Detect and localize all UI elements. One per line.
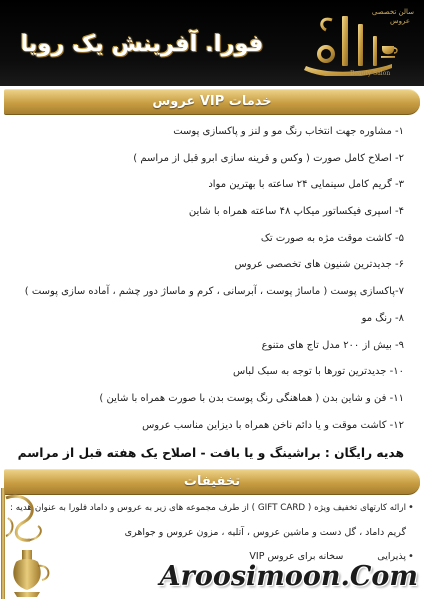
service-item: ۱۰- جدیدترین تورها با توجه به سبک لباس bbox=[233, 366, 404, 378]
services-list bbox=[12, 119, 404, 439]
discount-text: گریم داماد ، گل دست و ماشین عروس ، آتلیه ، مزون عروس و جواهری bbox=[124, 527, 406, 538]
service-item: ۵- کاشت موقت مژه به صورت تک bbox=[260, 232, 404, 244]
service-item: ۹- بیش از ۲۰۰ مدل تاج های متنوع bbox=[261, 339, 404, 351]
discount-text: ارائه کارتهای تخفیف ویژه ( GIFT CARD ) از طرف مجموعه های زیر به عروس و داماد فلورا به عنوان هدیه : bbox=[9, 503, 406, 513]
header-tagline: فورا. آفرینش یک رویا bbox=[20, 31, 264, 57]
logo-subtitle: سالن تخصصی bbox=[371, 8, 414, 16]
service-item: ۲- اصلاح کامل صورت ( وکس و قرینه سازی ابرو قبل از مراسم ) bbox=[133, 152, 404, 164]
service-item: ۳- گریم کامل سینمایی ۲۴ ساعته با بهترین مواد bbox=[208, 179, 404, 191]
discount-text-start: پذیرایی bbox=[377, 551, 406, 562]
discount-text-end: سخانه برای عروس VIP bbox=[249, 551, 344, 562]
service-item: ۴- اسپری فیکساتور میکاپ ۴۸ ساعته همراه با شاین bbox=[188, 206, 404, 218]
service-item: ۶- جدیدترین شنیون های تخصصی عروس bbox=[234, 259, 404, 271]
bullet-icon bbox=[406, 498, 416, 518]
logo-english-name: Beauty Salon bbox=[350, 70, 391, 77]
free-gift-line: هدیه رایگان : براشینگ و یا بافت - اصلاح یک هفته قبل از مراسم bbox=[17, 446, 404, 460]
service-item: ۸- رنگ مو bbox=[361, 312, 404, 324]
gold-vase-ornament-icon bbox=[0, 488, 58, 599]
site-watermark: Aroosimoon.Com bbox=[159, 561, 418, 592]
service-item: ۱- مشاوره جهت انتخاب رنگ مو و لنز و پاکسازی پوست bbox=[173, 126, 404, 137]
services-title-banner: خدمات VIP عروس bbox=[4, 89, 420, 115]
service-item: ۱۲- کاشت موقت و یا دائم ناخن همراه با دیزاین مناسب عروس bbox=[142, 419, 404, 431]
service-item: ۱۱- فن و شاین بدن ( هماهنگی رنگ پوست بدن با صورت همراه با شاین ) bbox=[99, 392, 404, 404]
logo-subtitle-bride: عروس bbox=[390, 17, 410, 25]
service-item: ۷-پاکسازی پوست ( ماساژ پوست ، آبرسانی ، کرم و ماساژ دور چشم ، آماده سازی پوست ) bbox=[24, 286, 404, 298]
discount-line bbox=[8, 498, 416, 518]
discount-line bbox=[8, 523, 416, 543]
discounts-title-banner: تخفیفات bbox=[4, 469, 420, 495]
